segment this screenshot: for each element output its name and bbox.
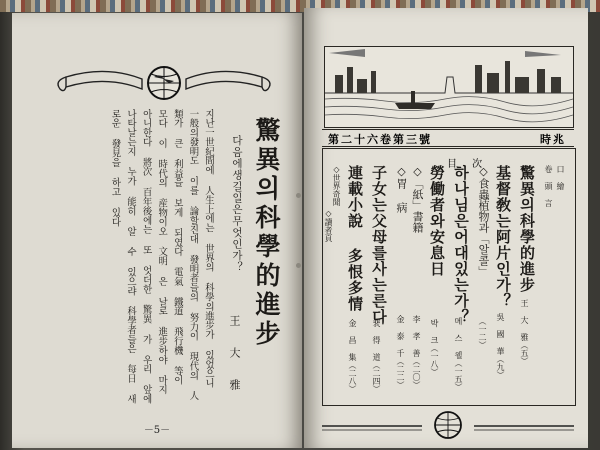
left-page — [12, 13, 302, 448]
toc-entry-title: 基督敎는阿片인가？ — [494, 165, 512, 309]
toc-entry-title: 子女는父母를사는른다 — [370, 165, 388, 325]
toc-entry-title: 連載小說 多恨多情 — [346, 165, 364, 312]
toc-entry-title: 하나님은어대있는가？ — [452, 165, 470, 325]
toc-entry-title: ◇食蟲植物과「알콜」 — [477, 165, 490, 277]
toc-heading: 目 次 — [447, 159, 489, 170]
page-number: －5－ — [143, 425, 171, 436]
toc-entry-author: 李 孝 善（二〇） — [412, 315, 421, 389]
toc-entry-title: ◇胃 病 — [395, 165, 408, 213]
magazine-name: 時兆 — [540, 133, 566, 146]
toc-back-item: ◇讀者頁 — [324, 209, 333, 242]
toc-entry-author: 裵 得 道（二四） — [372, 319, 381, 393]
table-of-contents — [322, 148, 576, 406]
binding-hole — [296, 193, 301, 198]
toc-front-item: 口 繪 — [556, 165, 565, 190]
essay-subtitle: 다음에생길일은무엇인가？ — [231, 135, 243, 273]
right-page — [304, 8, 588, 448]
harbor-city-illustration — [324, 46, 574, 128]
toc-entry-author: 박 크（一八） — [430, 319, 439, 376]
toc-entry-title: 勞働者와安息日 — [428, 165, 446, 277]
toc-entry-author: 王 大 雅（五） — [520, 299, 529, 365]
globe-footer-ornament — [322, 410, 574, 440]
toc-entry-author: 金 泰 千（二二） — [396, 315, 405, 389]
essay-body: 지난一世紀間에 人生上에는 世界의 科學의進步가 있었으니 一般의發明도 이를 論할진대 發明者들의 努力이 現代의 人類가 큰 利益을 보게 되였다 電氣 鐵道 飛行機 等이 모다 이 時代의 産物이오 文明 은 날로 進步하야 마지 아니한다 將次 百年後에는 또 엇더한 驚異 가 우리 앞에 나타날는지 누가 能히 알 수 있으랴 科學者들은 每日 새로운 發見을 하고 있다 — [109, 109, 214, 404]
toc-entry-author: 金 昌 集（二八） — [348, 319, 357, 393]
toc-back-item: ◇世界奇聞 — [332, 165, 341, 206]
toc-entry-author: 吳 國 華（九） — [496, 313, 505, 379]
essay-author: 王 大 雅 — [228, 315, 241, 394]
toc-entry-author: （一二） — [478, 317, 487, 349]
toc-front-item: 卷 頭 言 — [544, 165, 553, 207]
magazine-issue-bar — [322, 129, 574, 147]
toc-entry-title: ◇「紙」書籍 — [411, 165, 424, 233]
binding-hole — [296, 263, 301, 268]
toc-entry-author: 메 스 웰（一五） — [454, 317, 463, 391]
magazine-volume: 第二十六卷第三號 — [328, 133, 432, 146]
toc-entry-title: 驚異의科學的進步 — [518, 165, 536, 293]
globe-banner-ornament — [46, 61, 282, 105]
essay-title: 驚異의科學的進步 — [252, 117, 281, 349]
